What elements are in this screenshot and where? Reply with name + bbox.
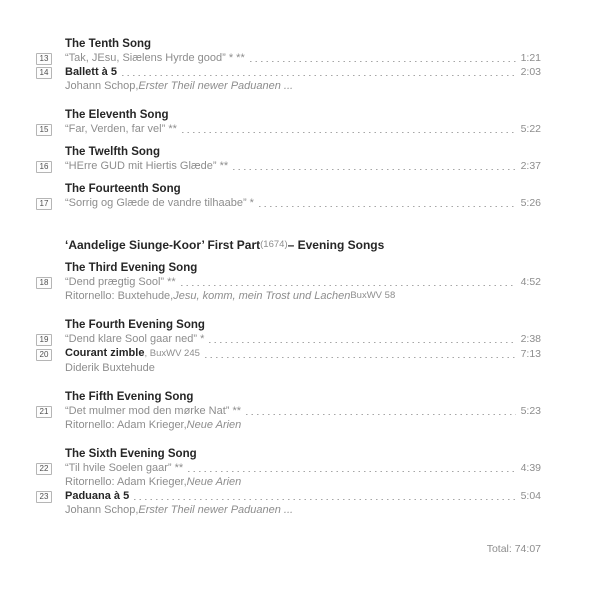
song-heading-text: The Sixth Evening Song [65, 448, 197, 460]
track-title [65, 332, 204, 346]
track-title-part: “HErre GUD mit Hiertis Glæde” ** [65, 160, 229, 172]
track-duration: 5:04 [520, 490, 541, 502]
track-title-part: “Dend prægtig Sool” ** [65, 276, 176, 288]
track-title-part: “Sorrig og Glæde de vandre tilhaabe” * [65, 197, 254, 209]
song-heading-text: The Fifth Evening Song [65, 391, 194, 403]
tracklist-rows [36, 37, 541, 517]
track-duration: 2:37 [520, 160, 541, 172]
track-number-badge: 13 [36, 53, 52, 65]
dotted-leader [134, 499, 515, 500]
track-row [36, 461, 541, 475]
track-duration: 1:21 [520, 52, 541, 64]
track-number-badge: 15 [36, 124, 52, 136]
track-credit [65, 503, 541, 517]
section-title-part: ‘Aandelige Siunge-Koor’ First Part [65, 238, 261, 252]
song-heading [65, 318, 541, 332]
number-column [36, 51, 65, 65]
number-column [36, 347, 65, 361]
track-credit [65, 475, 541, 489]
track-title-part: “Det mulmer mod den mørke Nat” ** [65, 405, 242, 417]
track-number-badge: 19 [36, 334, 52, 346]
number-column [36, 404, 65, 418]
song-heading [65, 447, 541, 461]
dotted-leader [205, 357, 516, 358]
track-credit-part: Erster Theil newer Paduanen ... [138, 504, 294, 516]
dotted-leader [181, 285, 516, 286]
song-heading-text: The Third Evening Song [65, 262, 198, 274]
track-row [36, 332, 541, 346]
track-title-part: Courant zimble [65, 347, 145, 359]
track-credit-part: BuxWV 58 [350, 290, 396, 301]
song-heading-text: The Eleventh Song [65, 109, 169, 121]
track-credit-part: Diderik Buxtehude [65, 362, 155, 374]
track-title-part: “Til hvile Soelen gaar” ** [65, 462, 184, 474]
track-credit [65, 79, 541, 93]
track-title-part: “Tak, JEsu, Siælens Hyrde good” * ** [65, 52, 245, 64]
dotted-leader [209, 342, 515, 343]
song-heading-text: The Fourteenth Song [65, 183, 181, 195]
song-heading [65, 261, 541, 275]
track-row [36, 275, 541, 289]
track-duration: 2:38 [520, 333, 541, 345]
track-title-part: “Far, Verden, far vel” ** [65, 123, 177, 135]
song-heading [65, 182, 541, 196]
track-number-badge: 23 [36, 491, 52, 503]
track-credit-part: Ritornello: Adam Krieger, [65, 419, 187, 431]
track-credit-part: Neue Arien [186, 476, 242, 488]
dotted-leader [188, 471, 515, 472]
track-title [65, 122, 177, 136]
track-duration: 7:13 [520, 347, 541, 360]
track-duration: 5:26 [520, 197, 541, 209]
track-title-part: , BuxWV 245 [144, 348, 200, 359]
song-heading [65, 37, 541, 51]
track-credit-part: Ritornello: Buxtehude, [65, 290, 174, 302]
number-column [36, 489, 65, 503]
track-row [36, 159, 541, 173]
track-title [65, 275, 176, 289]
song-heading [65, 108, 541, 122]
track-credit [65, 289, 541, 303]
dotted-leader [259, 206, 516, 207]
track-credit-part: Johann Schop, [65, 80, 139, 92]
track-row [36, 404, 541, 418]
dotted-leader [233, 169, 515, 170]
track-credit-part: Erster Theil newer Paduanen ... [138, 80, 294, 92]
track-title [65, 461, 183, 475]
track-title [65, 346, 200, 361]
number-column [36, 275, 65, 289]
track-number-badge: 14 [36, 67, 52, 79]
track-row [36, 196, 541, 210]
number-column [36, 159, 65, 173]
dotted-leader [122, 75, 516, 76]
track-row [36, 65, 541, 79]
track-row [36, 346, 541, 361]
total-duration: Total: 74:07 [486, 543, 541, 555]
track-row [36, 122, 541, 136]
dotted-leader [250, 61, 516, 62]
dotted-leader [246, 414, 516, 415]
track-title [65, 404, 241, 418]
track-credit [65, 418, 541, 432]
track-credit [65, 361, 541, 375]
track-number-badge: 22 [36, 463, 52, 475]
track-credit-part: Johann Schop, [65, 504, 139, 516]
track-title [65, 65, 117, 79]
track-title-part: Paduana à 5 [65, 490, 130, 502]
track-duration: 4:39 [520, 462, 541, 474]
track-title-part: “Dend klare Sool gaar ned” * [65, 333, 205, 345]
track-credit-part: Neue Arien [186, 419, 242, 431]
number-column [36, 332, 65, 346]
track-title [65, 159, 228, 173]
number-column [36, 461, 65, 475]
number-column [36, 196, 65, 210]
number-column [36, 65, 65, 79]
track-number-badge: 16 [36, 161, 52, 173]
dotted-leader [182, 132, 516, 133]
track-number-badge: 17 [36, 198, 52, 210]
section-title-part: – Evening Songs [287, 238, 385, 252]
song-heading [65, 145, 541, 159]
track-credit-part: Ritornello: Adam Krieger, [65, 476, 187, 488]
track-title [65, 489, 129, 503]
track-number-badge: 18 [36, 277, 52, 289]
track-number-badge: 20 [36, 349, 52, 361]
song-heading-text: The Tenth Song [65, 38, 152, 50]
song-heading [65, 390, 541, 404]
song-heading-text: The Twelfth Song [65, 146, 160, 158]
track-title [65, 196, 254, 210]
section-title [65, 238, 541, 252]
track-title-part: Ballett à 5 [65, 66, 117, 78]
track-row [36, 489, 541, 503]
track-duration: 5:23 [520, 405, 541, 417]
song-heading-text: The Fourth Evening Song [65, 319, 205, 331]
track-title [65, 51, 245, 65]
section-title-part: (1674) [260, 239, 288, 250]
track-duration: 4:52 [520, 276, 541, 288]
track-duration: 5:22 [520, 123, 541, 135]
number-column [36, 122, 65, 136]
track-number-badge: 21 [36, 406, 52, 418]
track-credit-part: Jesu, komm, mein Trost und Lachen [173, 290, 351, 302]
track-row [36, 51, 541, 65]
track-duration: 2:03 [520, 66, 541, 78]
